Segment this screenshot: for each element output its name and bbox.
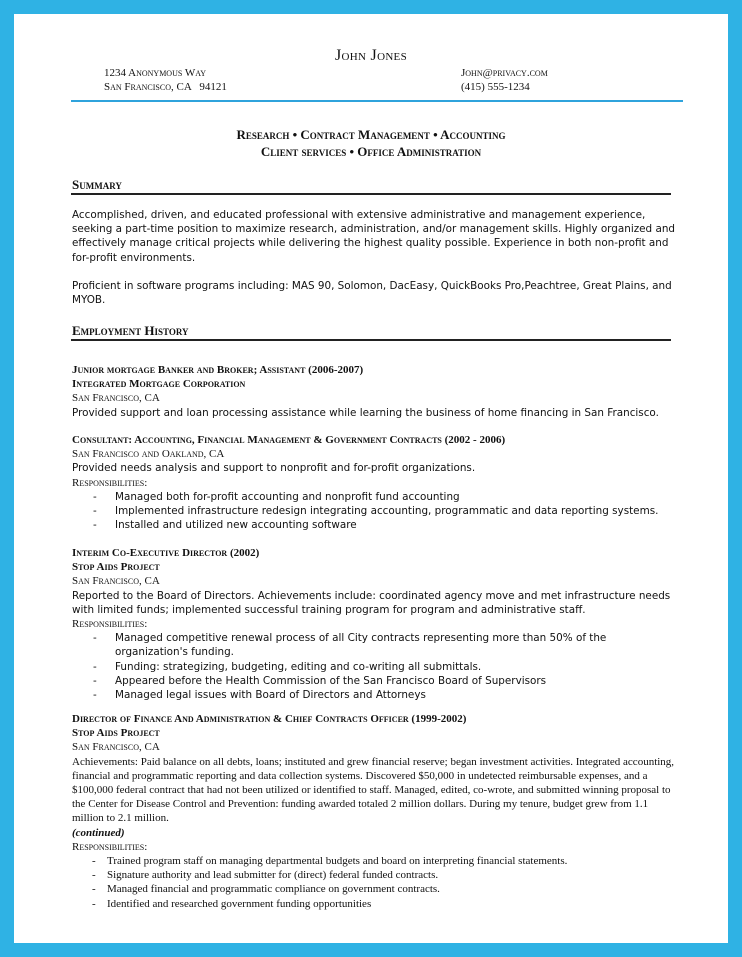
responsibilities-label: Responsibilities: — [72, 618, 148, 631]
list-item: - Funding: strategizing, budgeting, editing and co-writing all submittals. — [93, 660, 482, 673]
responsibilities-list — [72, 631, 682, 702]
responsibilities-label: Responsibilities: — [72, 840, 148, 853]
summary-heading: Summary — [72, 177, 122, 192]
list-item: - Managed both for-profit accounting and nonprofit fund accounting — [93, 490, 460, 503]
summary-paragraph-2: Proficient in software programs including: MAS 90, Solomon, DacEasy, QuickBooks Pro,Peachtree, Great Plains, and MYOB. — [72, 280, 672, 307]
job-entry — [72, 546, 682, 702]
list-item: - Trained program staff on managing departmental budgets and board on interpreting financial statements. — [92, 855, 568, 868]
list-item: - Implemented infrastructure redesign integrating accounting, programmatic and data reporting systems. — [93, 505, 659, 518]
phone: (415) 555-1234 — [461, 81, 530, 93]
responsibilities-list — [72, 854, 682, 911]
contact-block — [461, 66, 548, 94]
summary-paragraph-1: Accomplished, driven, and educated professional with extensive administrative and management experience, seeking a part-time position to maximize research, administration, and/or management skills. Highly organized and effectively manage critical projects while delivering the highest quality possible. Experience in both non-profit and for-profit environments. — [72, 209, 676, 264]
headline — [14, 126, 728, 160]
headline-line-2: Client services • Office Administration — [260, 144, 482, 159]
job-entry — [72, 712, 682, 911]
job-entry — [72, 433, 682, 532]
continued-note: (continued) — [72, 826, 125, 839]
employment-heading: Employment History — [72, 323, 189, 338]
list-item: - Installed and utilized new accounting software — [93, 519, 357, 532]
list-item: - Identified and researched government funding opportunities — [92, 897, 372, 910]
job-description: Provided needs analysis and support to nonprofit and for-profit organizations. — [72, 462, 476, 475]
resume-page — [14, 14, 728, 943]
responsibilities-label: Responsibilities: — [72, 476, 148, 489]
headline-line-1: Research • Contract Management • Accounting — [236, 127, 506, 142]
list-item: - Appeared before the Health Commission of the San Francisco Board of Supervisors — [93, 674, 547, 687]
job-description: Provided support and loan processing assistance while learning the business of home financing in San Francisco. — [72, 406, 659, 419]
job-company: Stop Aids Project — [72, 561, 160, 574]
resume-name: John Jones — [334, 47, 407, 64]
job-title: Junior mortgage Banker and Broker; Assistant (2006-2007) — [72, 364, 364, 376]
address-line-1: 1234 Anonymous Way — [104, 67, 207, 79]
job-company: Integrated Mortgage Corporation — [72, 378, 246, 391]
responsibilities-list — [72, 490, 682, 533]
job-title: Director of Finance And Administration & Chief Contracts Officer (1999-2002) — [72, 713, 467, 725]
job-description: Achievements: Paid balance on all debts, loans; instituted and grew financial reserve; began investment activities. Integrated accounting, financial and programmatic reporting and data collection systems. Discovered $50,000 in undetected reimbursable expenses, and a $100,000 federal contract that had not been utilized or identified to staff. Managed, edited, co-wrote, and submitted winning proposal to the Center for Disease Control and Prevention: funding awarded totaled 2 million dollars. During my tenure, budget grew from 1.1 million to 2.1 million. — [72, 755, 675, 825]
job-location: San Francisco, CA — [72, 575, 160, 588]
job-location: San Francisco, CA — [72, 741, 160, 754]
email: John@privacy.com — [461, 67, 548, 79]
summary-divider — [71, 193, 671, 195]
list-item: - Managed financial and programmatic compliance on government contracts. — [92, 883, 440, 896]
list-item: - Managed legal issues with Board of Directors and Attorneys — [93, 689, 426, 702]
job-location: San Francisco and Oakland, CA — [72, 448, 225, 461]
address-line-2: San Francisco, CA 94121 — [104, 81, 227, 93]
list-item: - Signature authority and lead submitter for (direct) federal funded contracts. — [92, 869, 439, 882]
employment-divider — [71, 339, 671, 341]
header-divider — [71, 100, 683, 102]
job-title: Consultant: Accounting, Financial Management & Government Contracts (2002 - 2006) — [72, 434, 506, 446]
job-company: Stop Aids Project — [72, 727, 160, 740]
job-description: Reported to the Board of Directors. Achievements include: coordinated agency move and met infrastructure needs with limited funds; implemented successful training program for program and administrative staff. — [72, 589, 671, 616]
job-location: San Francisco, CA — [72, 392, 160, 405]
address-block — [104, 66, 227, 94]
job-entry — [72, 363, 682, 420]
job-title: Interim Co-Executive Director (2002) — [72, 547, 260, 559]
list-item: - Managed competitive renewal process of all City contracts representing more than 50% of the organization's funding. — [93, 632, 607, 659]
